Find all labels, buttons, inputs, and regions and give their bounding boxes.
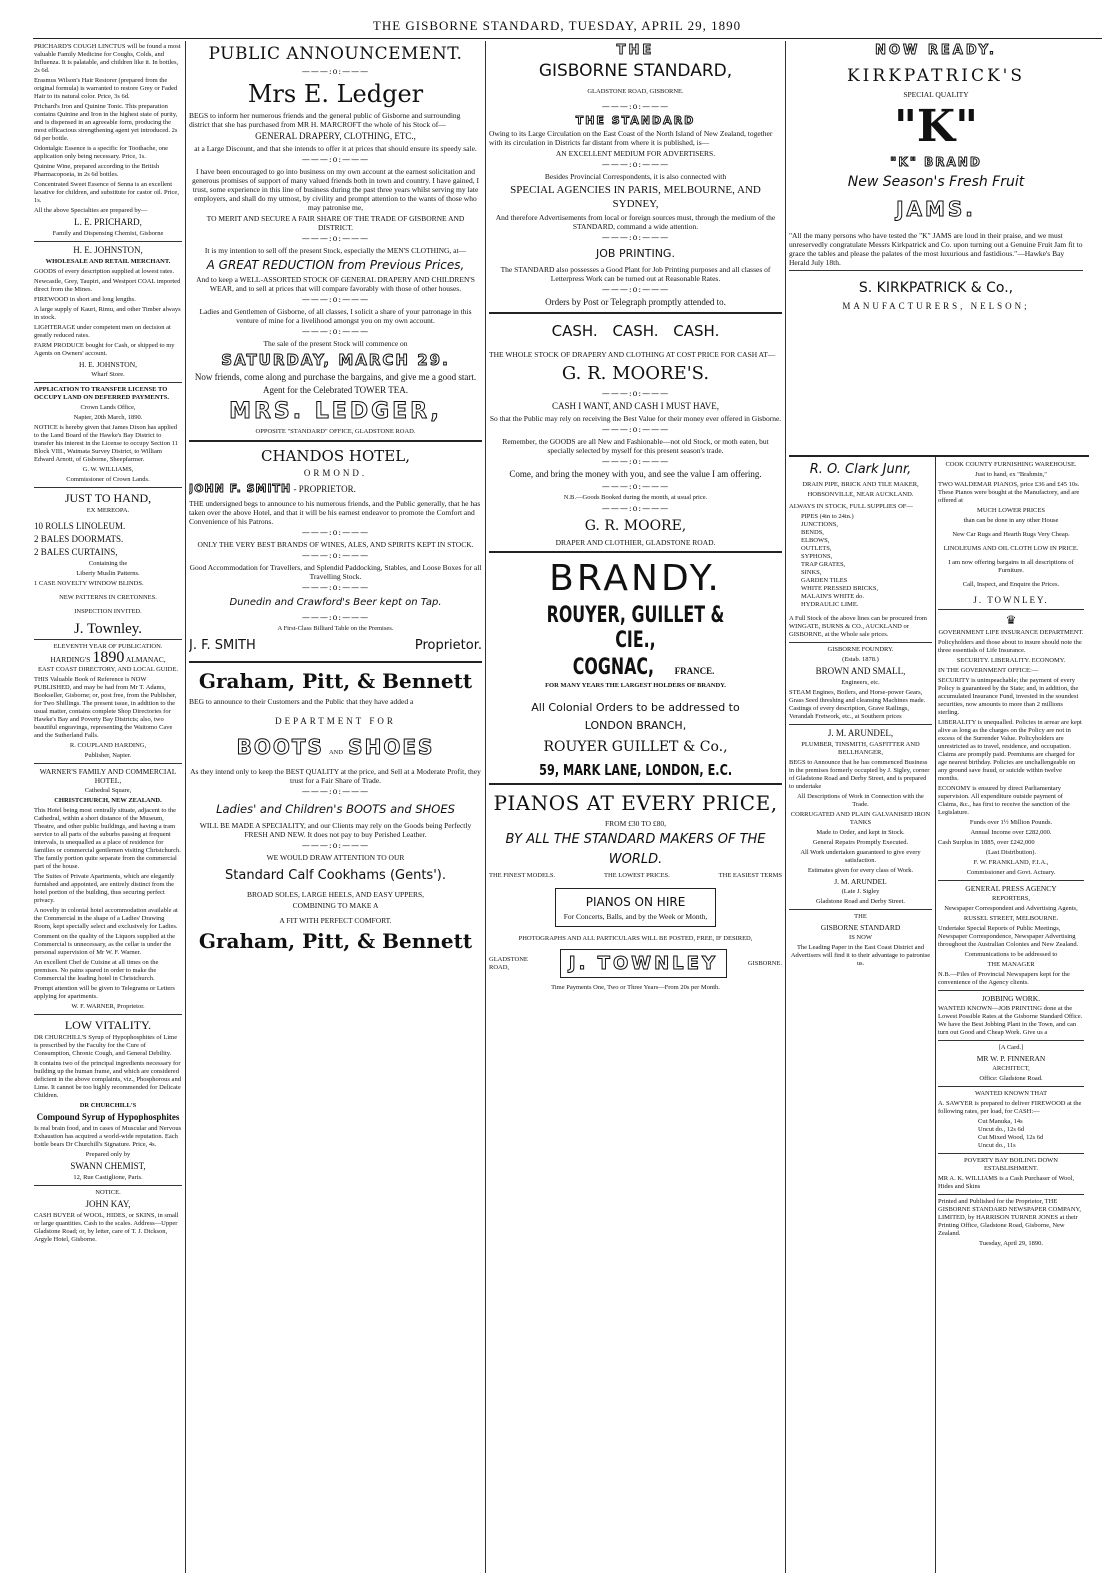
- ad-text: A novelty in colonial hotel accommodation available at the Commercial in the shape of a Ladies' Drawing Room, kept specially select and exclusively for Ladies.: [34, 907, 178, 930]
- ad-text: BEGS to inform her numerous friends and the general public of Gisborne and surrounding district that she has purchased from MR H. MARCROFT the whole of his Stock of—: [189, 111, 461, 129]
- ad-item: 2 BALES CURTAINS,: [34, 547, 118, 557]
- ad-subtitle: GLADSTONE ROAD, GISBORNE.: [587, 88, 684, 95]
- ad-text: ECONOMY is ensured by direct Parliamentary supervision. All expenditure outside payment of Claims, &c., has first to receive the sanction of the Legislature.: [938, 785, 1070, 816]
- ad-text: Gladstone Road and Derby Street.: [816, 898, 905, 905]
- ad-text: LONDON BRANCH,: [584, 719, 687, 732]
- list-item: BENDS,: [801, 529, 824, 536]
- ad-text: It contains two of the principal ingredients necessary for building up the human frame, and which are considered deficient in the above complaints, viz., Phosphorous and Lime. It cannot be too highly recommended for Delicate Children.: [34, 1060, 181, 1099]
- ad-text: MANUFACTURERS, NELSON;: [842, 301, 1030, 311]
- ad-text: THE undersigned begs to announce to his numerous friends, and the Public generally, that he has taken over the above Hotel, and that it will be his earnest endeavor to promote the Comfort and Convenience of his Patrons.: [189, 499, 481, 526]
- ad-subtitle: ELEVENTH YEAR OF PUBLICATION.: [53, 643, 163, 650]
- harding-almanac-ad: [34, 643, 182, 760]
- ledger-announcement: PUBLIC ANNOUNCEMENT. ———:o:——— Mrs E. Ledger BEGS to inform her numerous friends and the general public of Gisborne and surrounding district that she has purchased from MR H. MARCROFT the whole of his Stock of— GENERAL DRAPERY, CLOTHING, ETC., at a Large Discount, and that she intends to offer it at prices that should ensure its speedy sale. ———:o:——— I have been encouraged to go into business on my own account at the earnest solicitation and generous promises of support of many valued friends both in town and country. I have gained, I trust, some experience in this line of business during the past three years whilst serving my late employers, and shall do my utmost, by civility and prompt attention to the wants of those who may patronise me, TO MERIT AND SECURE A FAIR SHARE OF THE TRADE OF GISBORNE AND DISTRICT. ———:o:——— It is my intention to sell off the present Stock, especially the MEN'S CLOTHING, at— A GREAT REDUCTION from Previous Prices, And to keep a WELL-ASSORTED STOCK OF GENERAL DRAPERY AND CHILDREN'S WEAR, and to sell at prices that will compare favorably with those of other houses. ———:o:——— Ladies and Gentlemen of Gisborne, of all classes, I solicit a share of your patronage in this venture of mine for a livelihood amongst you on my own account. ———:o:——— The sale of the present Stock will commence on SATURDAY, MARCH 29. Now friends, come along and purchase the bargains, and give me a good start. Agent for the Celebrated TOWER TEA. MRS. LEDGER, OPPOSITE "STANDARD" OFFICE, GLADSTONE ROAD.: [189, 43, 482, 436]
- ad-text: FARM PRODUCE bought for Cash, or shipped to my Agents on Owners' account.: [34, 342, 175, 357]
- ad-text: A. SAWYER is prepared to deliver FIREWOOD at the following rates, per load, for CASH:—: [938, 1100, 1082, 1115]
- ad-text: LIBERALITY is unequalled. Policies in arrear are kept alive as long as the charges on the Policy are not in excess of the Surrender Value. Policyholders are unrestricted as to travel, residence, and occupation. Claims are promptly paid. Premiums are charged for age nearest birthday. Policies are unchallengeable on any ground save fraud, or suicide within twelve months.: [938, 719, 1082, 782]
- ad-text: ONLY THE VERY BEST BRANDS OF WINES, ALES, AND SPIRITS KEPT IN STOCK.: [197, 540, 474, 549]
- ad-text: THE MANAGER: [987, 961, 1035, 968]
- ad-text: All Descriptions of Work in Connection with the Trade.: [797, 793, 924, 808]
- ad-text: ARCHITECT,: [992, 1065, 1030, 1072]
- ad-signature: S. KIRKPATRICK & Co.,: [858, 280, 1014, 296]
- ad-title: PUBLIC ANNOUNCEMENT.: [208, 44, 463, 64]
- ad-heading: Dunedin and Crawford's Beer kept on Tap.: [229, 597, 442, 608]
- standard-ad: THE GISBORNE STANDARD, GLADSTONE ROAD, GISBORNE. ———:o:——— THE STANDARD Owing to its Large Circulation on the East Coast of the North Island of New Zealand, together with its circulation in Districts far distant from where it is published, is— AN EXCELLENT MEDIUM FOR ADVERTISERS. ———:o:——— Besides Provincial Correspondents, it is also connected with SPECIAL AGENCIES IN PARIS, MELBOURNE, AND SYDNEY, And therefore Advertisements from local or foreign sources must, through the medium of the STANDARD, command a wide attention. ———:o:——— JOB PRINTING. The STANDARD also possesses a Good Plant for Job Printing purposes and all classes of Letterpress Work can be turned out at Reasonable Rates. ———:o:——— Orders by Post or Telegraph promptly attended to.: [489, 43, 782, 308]
- ad-signature: G. R. MOORE,: [584, 518, 687, 534]
- ad-text: THE WHOLE STOCK OF DRAPERY AND CLOTHING AT COST PRICE FOR CASH AT—: [489, 350, 776, 359]
- ad-text: A First-Class Billiard Table on the Premises.: [277, 625, 394, 632]
- ad-subtitle: ORMOND.: [303, 468, 368, 478]
- ad-text: Estimates given for every class of Work.: [807, 867, 914, 874]
- ad-text: OPPOSITE "STANDARD" OFFICE, GLADSTONE ROAD.: [255, 428, 416, 435]
- ad-text: ALMANAC,: [125, 655, 166, 664]
- section-rule: [789, 455, 1089, 457]
- ad-text: Ladies and Gentlemen of Gisborne, of all classes, I solicit a share of your patronage in this venture of mine for a livelihood amongst you on my own account.: [199, 307, 472, 325]
- ad-text: THE LOWEST PRICES.: [604, 872, 670, 879]
- ad-text: "All the many persons who have tested the "K" JAMS are loud in their praise, and we must unreservedly congratulate Messrs Kirkpatrick and Co. upon turning out a Genuine Fruit Jam fit to grace the tables and please the palates of the most luxurious and fastidious."—Hawke's Bay Herald July 18th.: [789, 231, 1083, 267]
- government-life-ad: [938, 613, 1084, 877]
- ad-name: Mrs E. Ledger: [247, 80, 424, 108]
- ad-date: SATURDAY, MARCH 29.: [221, 351, 450, 369]
- ad-heading: CASH.: [612, 322, 659, 340]
- sawyer-ad: [938, 1090, 1084, 1150]
- ad-text: New Car Rugs and Hearth Rugs Very Cheap.: [952, 531, 1070, 538]
- ad-text: THE EASIEST TERMS: [718, 872, 782, 879]
- ad-text: As they intend only to keep the BEST QUALITY at the price, and Sell at a Moderate Profit, they trust for a Fair Share of Trade.: [190, 767, 481, 785]
- ad-text: Funds over 1½ Million Pounds.: [969, 819, 1053, 826]
- ad-text: 59, MARK LANE, LONDON, E.C.: [539, 761, 732, 779]
- ad-text: AN EXCELLENT MEDIUM FOR ADVERTISERS.: [555, 149, 716, 158]
- list-item: Cut Mixed Wood, 12s 6d: [978, 1134, 1044, 1141]
- low-vitality-ad: [34, 1018, 182, 1182]
- ad-text: MR A. K. WILLIAMS is a Cash Purchaser of Wool, Hides and Skins: [938, 1175, 1075, 1190]
- ad-text: WE WOULD DRAW ATTENTION TO OUR: [266, 853, 405, 862]
- ad-heading: A GREAT REDUCTION from Previous Prices,: [206, 258, 465, 272]
- press-agency-ad: [938, 884, 1084, 987]
- ad-heading: CASH.: [551, 322, 598, 340]
- ad-heading: JOB PRINTING.: [596, 247, 675, 260]
- ad-name: G. R. MOORE'S.: [561, 363, 710, 384]
- ad-text: Time Payments One, Two or Three Years—From 20s per Month.: [551, 984, 720, 991]
- ad-name: J. M. ARUNDEL,: [827, 728, 894, 738]
- ad-text: Erasmus Wilson's Hair Restorer (prepared from the original formula) is warranted to restore Grey or Faded Hair to its natural color. Price, 3s 6d.: [34, 77, 178, 100]
- finneran-card: [938, 1044, 1084, 1083]
- ad-text: (Estab. 1878.): [842, 656, 879, 663]
- ad-item: 10 ROLLS LINOLEUM.: [34, 521, 126, 531]
- ad-text: And therefore Advertisements from local or foreign sources must, through the medium of the STANDARD, command a wide attention.: [495, 213, 776, 231]
- just-to-hand-ad: [34, 491, 182, 636]
- ad-text: INSPECTION INVITED.: [74, 608, 142, 615]
- ad-text: Newspaper Correspondent and Advertising Agents,: [944, 905, 1078, 912]
- ad-heading: CASH I WANT, AND CASH I MUST HAVE,: [551, 401, 720, 411]
- list-item: TRAP GRATES,: [801, 561, 846, 568]
- list-item: HYDRAULIC LIME.: [801, 601, 859, 608]
- list-item: Uncut do., 11s: [978, 1142, 1016, 1149]
- ad-text: (Last Distribution).: [985, 849, 1037, 856]
- column-4a: [789, 459, 932, 1573]
- ad-text: Owing to its Large Circulation on the East Coast of the North Island of New Zealand, together with its circulation in Districts far distant from where it is published, is—: [489, 129, 773, 147]
- ad-title: BRANDY.: [549, 558, 722, 599]
- ad-heading: DEPARTMENT FOR: [275, 716, 396, 726]
- ad-text: SECURITY is unimpeachable; the payment of every Policy is guaranteed by the State; and, in addition, the accumulated Insurance Fund, invested in the soundest securities, now amounts to more than 2 millions sterling.: [938, 677, 1079, 716]
- john-kay-notice: [34, 1189, 182, 1244]
- jobbing-ad: [938, 994, 1084, 1037]
- ad-text: COMBINING TO MAKE A: [292, 901, 379, 910]
- ad-text: Prepared only by: [85, 1151, 131, 1158]
- ad-title: LOW VITALITY.: [64, 1018, 152, 1032]
- ad-text: Remember, the GOODS are all New and Fashionable—not old Stock, or moth eaten, but specially selected by myself for this present season's trade.: [502, 437, 769, 455]
- ad-text: General Repairs Promptly Executed.: [812, 839, 909, 846]
- emblem-icon: ♛: [1005, 613, 1017, 627]
- list-item: OUTLETS,: [801, 545, 832, 552]
- ad-text: Comment on the quality of the Liquors supplied at the Commercial is unnecessary, as the cellar is under the personal supervision of Mr W. F. Warner.: [34, 933, 175, 956]
- ad-signature: J. TOWNLEY: [560, 949, 727, 978]
- graham-pitt-bennett-ad: Graham, Pitt, & Bennett BEG to announce to their Customers and the Public that they have added a DEPARTMENT FOR BOOTS AND SHOES As they intend only to keep the BEST QUALITY at the price, and Sell at a Moderate Profit, they trust for a Fair Share of Trade. ———:o:——— Ladies' and Children's BOOTS and SHOES WILL BE MADE A SPECIALITY, and our Clients may rely on the Goods being Perfectly FRESH AND NEW. It does not pay to buy Perished Leather. ———:o:——— WE WOULD DRAW ATTENTION TO OUR Standard Calf Cookhams (Gents'). BROAD SOLES, LARGE HEELS, AND EASY UPPERS, COMBINING TO MAKE A A FIT WITH PERFECT COMFORT. Graham, Pitt, & Bennett: [189, 669, 481, 953]
- ad-text: EAST COAST DIRECTORY, AND LOCAL GUIDE.: [38, 666, 178, 673]
- ad-text: The sale of the present Stock will commence on: [263, 339, 408, 348]
- ad-text: at a Large Discount, and that she intends to offer it at prices that should ensure its speedy sale.: [194, 144, 477, 153]
- ad-title: WARNER'S FAMILY AND COMMERCIAL HOTEL,: [39, 767, 177, 785]
- ad-name: L. E. PRICHARD,: [74, 217, 142, 227]
- ad-text: Prompt attention will be given to Telegrams or Letters applying for apartments.: [34, 985, 175, 1000]
- ad-heading: "K": [893, 101, 979, 152]
- ad-text: Engineers, etc.: [841, 679, 880, 686]
- ad-title: PIANOS AT EVERY PRICE,: [493, 791, 778, 815]
- ad-text: - PROPRIETOR.: [293, 484, 356, 494]
- ad-text: I am now offering bargains in all descriptions of Furniture.: [948, 559, 1074, 574]
- ad-heading: SPECIAL AGENCIES IN PARIS, MELBOURNE, AND SYDNEY,: [510, 184, 761, 210]
- ad-year: 1890: [92, 649, 125, 666]
- cook-county-ad: [938, 461, 1084, 606]
- ad-signature: W. F. WARNER, Proprietor.: [71, 1003, 145, 1010]
- ad-signature: J. F. SMITH: [189, 638, 256, 653]
- column-divider: [785, 41, 786, 1573]
- ad-item: 1 CASE NOVELTY WINDOW BLINDS.: [34, 580, 144, 587]
- ad-title: JUST TO HAND,: [64, 491, 152, 505]
- johnston-ad: [34, 245, 182, 379]
- ad-text: HARDING'S: [50, 655, 91, 664]
- ad-subtitle: EX MEREOPA.: [86, 507, 130, 514]
- ad-text: NEW PATTERNS IN CRETONNES.: [59, 594, 157, 601]
- ad-text: IS NOW: [849, 934, 872, 941]
- ad-text: STEAM Engines, Boilers, and Horse-power Gears, Grass Seed threshing and cleansing Machines made. Castings of every description, Grave Railings, Verandah Fretwork, etc., at Southern prices: [789, 689, 926, 720]
- ad-text: For Concerts, Balls, and by the Week or Month,: [563, 912, 708, 921]
- ad-text: 12, Rue Castiglione, Paris.: [73, 1174, 143, 1181]
- list-item: Uncut do., 12s 6d: [978, 1126, 1025, 1133]
- ad-text: N.B.—Goods Booked during the month, at usual price.: [563, 494, 708, 501]
- ad-heading: GENERAL DRAPERY, CLOTHING, ETC.,: [255, 131, 416, 141]
- ad-title: GISBORNE STANDARD,: [538, 61, 733, 81]
- ad-heading: Compound Syrup of Hypophosphites: [36, 1112, 180, 1122]
- column-4-top: [789, 41, 1083, 455]
- ad-text: Publisher, Napier.: [84, 752, 132, 759]
- ad-text: SPECIAL QUALITY: [903, 90, 969, 99]
- column-2: [189, 41, 482, 1573]
- ad-title: GOVERNMENT LIFE INSURANCE DEPARTMENT.: [938, 629, 1084, 636]
- ad-text: Agent for the Celebrated TOWER TEA.: [263, 385, 408, 395]
- imprint-text: Printed and Published for the Proprietor, THE GISBORNE STANDARD NEWSPAPER COMPANY, LIMITED, by HARRISON TURNER JONES at their Printing Office, Gladstone Road, Gisborne, New Zealand.: [938, 1198, 1081, 1237]
- ad-title: GISBORNE FOUNDRY.: [827, 646, 894, 653]
- list-item: GARDEN TILES: [801, 577, 848, 584]
- list-item: MALAIN'S WHITE do.: [801, 593, 864, 600]
- ad-text: WANTED KNOWN—JOB PRINTING done at the Lowest Possible Rates at the Gisborne Standard Office. We have the Best Jobbing Plant in the Town, and can turn out Good and Cheap Work. Give us a: [938, 1005, 1083, 1036]
- ad-text: BEG to announce to their Customers and the Public that they have added a: [189, 697, 414, 706]
- ad-heading: BY ALL THE STANDARD MAKERS OF THE WORLD.: [505, 832, 766, 867]
- notice-text: Crown Lands Office,: [80, 404, 136, 411]
- ad-item: 2 BALES DOORMATS.: [34, 534, 124, 544]
- ad-text: DRAPER AND CLOTHIER, GLADSTONE ROAD.: [555, 538, 716, 547]
- ad-text: (Late J. Sigley: [841, 888, 880, 895]
- notice-title: APPLICATION TO TRANSFER LICENSE TO OCCUPY LAND ON DEFERRED PAYMENTS.: [34, 386, 170, 401]
- ad-text: All the above Specialties are prepared by—: [34, 207, 148, 214]
- ad-text: Besides Provincial Correspondents, it is also connected with: [544, 172, 727, 181]
- ad-text: CORRUGATED AND PLAIN GALVANISED IRON TANKS: [790, 811, 931, 826]
- ad-text: MUCH LOWER PRICES: [977, 507, 1045, 514]
- ad-text: Cash Surplus in 1885, over £242,000: [938, 839, 1035, 846]
- ad-title: Graham, Pitt, & Bennett: [198, 669, 473, 693]
- ad-text: Office: Gladstone Road.: [979, 1075, 1043, 1082]
- ad-name: KIRKPATRICK'S: [846, 66, 1026, 86]
- list-item: SYPHONS,: [801, 553, 833, 560]
- ad-text: CHRISTCHURCH, NEW ZEALAND.: [54, 797, 162, 804]
- ad-text: Concentrated Sweet Essence of Senna is an excellent laxative for children, and substitute for castor oil. Price, 1s.: [34, 181, 179, 204]
- notice-text: Napier, 20th March, 1890.: [73, 414, 143, 421]
- ad-text: GOODS of every description supplied at lowest rates.: [34, 268, 175, 275]
- ad-name: R. O. Clark Junr,: [809, 462, 912, 477]
- ad-text: TWO WALDEMAR PIANOS, price £36 and £45 10s. These Pianos were bought at the Manufactory, and are offered at: [938, 481, 1080, 504]
- ad-signature: H. E. JOHNSTON,: [79, 360, 137, 369]
- ad-heading: CASH.: [673, 322, 720, 340]
- ad-heading: SHOES: [348, 735, 435, 759]
- ad-name: MRS. LEDGER,: [229, 399, 442, 424]
- ad-name: JOHN F. SMITH: [189, 482, 292, 495]
- standard-leading-ad: [789, 913, 932, 968]
- ad-text: Orders by Post or Telegraph promptly attended to.: [545, 297, 726, 307]
- ad-text: AND: [328, 749, 344, 756]
- ad-text: PHOTOGRAPHS AND ALL PARTICULARS WILL BE POSTED, FREE, IF DESIRED,: [518, 935, 753, 942]
- ad-signature: F. W. FRANKLAND, F.I.A.,: [973, 859, 1049, 866]
- ad-text: Commissioner and Govt. Actuary.: [966, 869, 1056, 876]
- ad-text: PRICHARD'S COUGH LINCTUS will be found a most valuable Family Medicine for Coughs, Colds, and Influenza. It is palatable, and children like it. In bottles, 2s 6d.: [34, 43, 181, 74]
- ad-text: I have been encouraged to go into business on my own account at the earnest solicitation and generous promises of support of many valued friends both in town and country. I have gained, I trust, some experience in this line of business during the past three years whilst serving my late employers, and shall do my utmost, by civility and prompt attention to the wants of those who may patronise me,: [192, 167, 479, 212]
- ad-text: GISBORNE.: [747, 959, 782, 967]
- ad-text: [A Card.]: [998, 1044, 1024, 1051]
- ad-signature: SWANN CHEMIST,: [70, 1161, 146, 1171]
- ad-text: IN THE GOVERNMENT OFFICE:—: [938, 667, 1039, 674]
- ad-signature: J. Townley.: [73, 621, 143, 637]
- ad-title: WANTED KNOWN THAT: [974, 1090, 1048, 1097]
- ad-name: BROWN AND SMALL,: [815, 666, 906, 676]
- ad-text: The Leading Paper in the East Coast District and Advertisers will find it to their advantage to patronise us.: [790, 944, 931, 967]
- masthead-rule: [33, 38, 1102, 39]
- ad-text: than can be done in any other House: [963, 517, 1059, 524]
- ad-text: Wharf Store.: [91, 371, 125, 378]
- ad-text: THE: [616, 43, 655, 58]
- ad-text: FROM £30 TO £80,: [605, 819, 666, 828]
- ad-title: POVERTY BAY BOILING DOWN ESTABLISHMENT.: [963, 1157, 1059, 1172]
- ad-text: PLUMBER, TINSMITH, GASFITTER AND BELLHANGER,: [801, 741, 920, 756]
- ad-text: THE FINEST MODELS.: [489, 872, 556, 879]
- licence-notice: [34, 386, 182, 484]
- list-item: WHITE PRESSED BRICKS,: [801, 585, 879, 592]
- ad-text: Prichard's Iron and Quinine Tonic. This preparation contains Quinine and Iron in the highest state of purity, and is dispensed in an agreeable form, producing the most efficacious strengthening agent yet introduced. 2s 6d per bottle.: [34, 103, 178, 142]
- ad-text: Quinine Wine, prepared according to the British Pharmacopoeia, in 2s 6d bottles.: [34, 163, 160, 178]
- ad-text: Is real brain food, and in cases of Muscular and Nervous Exhaustion has acquired a world-wide reputation. Each bottle bears Dr Churchill's Signature. Price, 4s.: [34, 1125, 182, 1148]
- arundel-ad: [789, 728, 932, 906]
- ad-text: Odontalgic Essence is a specific for Toothache, one application only being necessary. Price, 1s.: [34, 145, 169, 160]
- ad-text: THE: [854, 913, 867, 920]
- ad-text: FRANCE.: [674, 666, 715, 676]
- ad-text: Containing the: [88, 560, 128, 567]
- ad-text: RUSSEL STREET, MELBOURNE.: [963, 915, 1059, 922]
- column-4b: [938, 459, 1084, 1573]
- foundry-ad: [789, 646, 932, 721]
- ad-text: Policyholders and those about to insure should note the three essentials of Life Insurance.: [938, 639, 1082, 654]
- ad-heading: JAMS.: [896, 197, 976, 221]
- ad-heading: PIANOS ON HIRE: [585, 895, 686, 909]
- ad-text: N.B.—Files of Provincial Newspapers kept for the convenience of the Agency clients.: [938, 971, 1070, 986]
- ad-text: BROAD SOLES, LARGE HEELS, AND EASY UPPERS,: [246, 890, 425, 899]
- ad-text: FOR MANY YEARS THE LARGEST HOLDERS OF BRANDY.: [545, 682, 726, 689]
- imprint-date: Tuesday, April 29, 1890.: [979, 1240, 1043, 1247]
- imprint: [938, 1198, 1084, 1248]
- ad-heading: Ladies' and Children's BOOTS and SHOES: [216, 802, 455, 816]
- ad-text: It is my intention to sell off the present Stock, especially the MEN'S CLOTHING, at—: [204, 246, 467, 255]
- masthead: THE GISBORNE STANDARD, TUESDAY, APRIL 29, 1890: [372, 18, 742, 33]
- notice-text: Commissioner of Crown Lands.: [66, 476, 150, 483]
- ad-heading: COGNAC,: [572, 655, 654, 680]
- poverty-bay-ad: [938, 1157, 1084, 1191]
- ad-text: WILL BE MADE A SPECIALITY, and our Clients may rely on the Goods being Perfectly FRESH AND NEW. It does not pay to buy Perished Leather.: [199, 821, 472, 839]
- ad-heading: ROUYER, GUILLET & CIE.,: [546, 603, 725, 653]
- ad-text: DR CHURCHILL'S: [79, 1102, 137, 1109]
- column-divider: [185, 41, 186, 1573]
- ad-signature: R. COUPLAND HARDING,: [69, 742, 147, 749]
- list-item: SINKS,: [801, 569, 822, 576]
- ad-title: CHANDOS HOTEL,: [261, 447, 410, 465]
- list-item: Cut Manuka, 14s: [978, 1118, 1023, 1125]
- ad-title: JOBBING WORK.: [981, 994, 1041, 1003]
- ad-heading: Standard Calf Cookhams (Gents').: [225, 868, 446, 883]
- ad-text: A Full Stock of the above lines can be procured from WINGATE, BURNS & CO., AUCKLAND or GISBORNE, at the Whole sale prices.: [789, 615, 927, 638]
- ad-heading: "K" BRAND: [890, 155, 982, 169]
- warner-hotel-ad: [34, 767, 182, 1011]
- ad-signature: J. TOWNLEY.: [973, 595, 1049, 605]
- ad-text: TO MERIT AND SECURE A FAIR SHARE OF THE TRADE OF GISBORNE AND DISTRICT.: [206, 214, 465, 232]
- ad-signature: J. M. ARUNDEL: [834, 877, 887, 886]
- prichard-ad: [34, 43, 182, 238]
- ad-text: Now friends, come along and purchase the bargains, and give me a good start.: [194, 372, 477, 382]
- ad-text: Cathedral Square,: [84, 787, 132, 794]
- ad-text: Proprietor.: [414, 638, 482, 653]
- list-item: JUNCTIONS,: [801, 521, 839, 528]
- ad-title: NOW READY.: [875, 43, 997, 58]
- ad-text: This Hotel being most centrally situate, adjacent to the Cathedral, within a short distance of the Museum, Theatre, and other public buildings, and having a tram service to all parts of the suburbs passing at frequent intervals, is unequalled as a place of residence for families or commercial gentlemen visiting Christchurch. The family portion quite separate from the commercial part of the house.: [34, 807, 181, 870]
- ad-text: LIGHTERAGE under competent men on decision at greatly reduced rates.: [34, 324, 171, 339]
- ad-text: DR CHURCHILL'S Syrup of Hypophosphites of Lime is prescribed by the Faculty for the Cure of Consumption, Chronic Cough, and General Debility.: [34, 1034, 178, 1057]
- ad-text: REPORTERS,: [991, 895, 1031, 902]
- kirkpatrick-ad: [789, 43, 1083, 312]
- chandos-hotel-ad: CHANDOS HOTEL, ORMOND. JOHN F. SMITH - PROPRIETOR. THE undersigned begs to announce to his numerous friends, and the Public generally, that he has taken over the above Hotel, and that it will be his earnest endeavor to promote the Comfort and Convenience of his Patrons. ———:o:——— ONLY THE VERY BEST BRANDS OF WINES, ALES, AND SPIRITS KEPT IN STOCK. ———:o:——— Good Accommodation for Travellers, and Splendid Paddocking, Stables, and Loose Boxes for all Travelling Stock. ———:o:——— Dunedin and Crawford's Beer kept on Tap. ———:o:——— A First-Class Billiard Table on the Premises. J. F. SMITH Proprietor.: [189, 446, 482, 657]
- ad-title: Graham, Pitt, & Bennett: [198, 929, 473, 953]
- ad-heading: New Season's Fresh Fruit: [847, 174, 1025, 190]
- ad-text: Come, and bring the money with you, and see the value I am offering.: [509, 469, 762, 479]
- list-item: PIPES (4in to 24in.): [801, 513, 854, 520]
- ad-text: The STANDARD also possesses a Good Plant for Job Printing purposes and all classes of Letterpress Work can be turned out at Reasonable Rates.: [500, 265, 771, 283]
- column-3: [489, 41, 782, 1573]
- notice-signature: G. W. WILLIAMS,: [82, 466, 134, 473]
- ad-text: An excellent Chef de Cuisine at all times on the premises. No pains spared in order to make the Commercial the leading hotel in Christchurch.: [34, 959, 159, 982]
- ad-text: Call, Inspect, and Enquire the Prices.: [962, 581, 1060, 588]
- ad-text: So that the Public may rely on receiving the Best Value for their money ever offered in Gisborne.: [489, 414, 782, 423]
- column-1: [34, 41, 182, 1573]
- ad-heading: BOOTS: [236, 735, 324, 759]
- ad-title: GENERAL PRESS AGENCY: [965, 884, 1057, 893]
- ad-text: Newcastle, Grey, Taupiri, and Westport COAL imported direct from the Mines.: [34, 278, 181, 293]
- ad-heading: THE STANDARD: [575, 114, 696, 127]
- ad-text: HOBSONVILLE, NEAR AUCKLAND.: [807, 491, 914, 498]
- ad-text: Undertake Special Reports of Public Meetings, Newspaper Correspondence, Newspaper Advertising throughout the Australian Colonies and New Zealand.: [938, 925, 1079, 948]
- ad-subtitle: WHOLESALE AND RETAIL MERCHANT.: [45, 258, 171, 265]
- ad-text: THIS Valuable Book of Reference is NOW PUBLISHED, and may be had from Mr T. Adams, Bookseller, Gisborne; or, post free, from the Publisher, for Two Shillings. The present issue, in addition to the usual matter, contains complete Shop Directories for Hawke's Bay and Poverty Bay Districts; also, two beautiful engravings, representing the Waitomo Cave and the Sutherland Falls.: [34, 676, 177, 739]
- moore-cash-ad: CASH. CASH. CASH. THE WHOLE STOCK OF DRAPERY AND CLOTHING AT COST PRICE FOR CASH AT— G. R. MOORE'S. ———:o:——— CASH I WANT, AND CASH I MUST HAVE, So that the Public may rely on receiving the Best Value for their money ever offered in Gisborne. ———:o:——— Remember, the GOODS are all New and Fashionable—not old Stock, or moth eaten, but specially selected by myself for this present season's trade. ———:o:——— Come, and bring the money with you, and see the value I am offering. ———:o:——— N.B.—Goods Booked during the month, at usual price. ———:o:——— G. R. MOORE, DRAPER AND CLOTHIER, GLADSTONE ROAD.: [489, 322, 782, 547]
- ad-text: All Work undertaken guaranteed to give every satisfaction.: [800, 849, 921, 864]
- ad-text: All Colonial Orders to be addressed to: [531, 701, 740, 714]
- ad-text: A FIT WITH PERFECT COMFORT.: [279, 916, 392, 925]
- ad-name: H. E. JOHNSTON,: [73, 245, 143, 255]
- ad-text: And to keep a WELL-ASSORTED STOCK OF GENERAL DRAPERY AND CHILDREN'S WEAR, and to sell at prices that will compare favorably with those of other houses.: [196, 275, 475, 293]
- ad-title: GISBORNE STANDARD: [820, 923, 901, 932]
- ad-title: COOK COUNTY FURNISHING WAREHOUSE.: [945, 461, 1077, 468]
- ad-text: Made to Order, and kept in Stock.: [816, 829, 905, 836]
- notice-text: NOTICE is hereby given that James Dixon has applied to the Land Board of the Hawke's Bay District to transfer his interest in the License to occupy Section 11 Block VIII., Waimata Survey District, to William Edward Arnott, of Gisborne, Sheepfarmer.: [34, 424, 178, 463]
- ad-heading: ROUYER GUILLET & Co.,: [543, 739, 728, 755]
- ad-text: ALWAYS IN STOCK, FULL SUPPLIES OF—: [789, 503, 913, 510]
- ad-text: BEGS to Announce that he has commenced Business in the premises formerly occupied by J. Sigley, corner of Gladstone Road and Derby Street, and is prepared to undertake: [789, 759, 930, 790]
- ad-text: Communications to be addressed to: [964, 951, 1058, 958]
- ad-text: GLADSTONE ROAD,: [489, 955, 528, 971]
- notice-text: CASH BUYER of WOOL, HIDES, or SKINS, in small or large quantities. Cash to the scales. Address—Upper Gladstone Road; or, by letter, care of T. J. Dickson, Argyle Hotel, Gisborne.: [34, 1212, 179, 1243]
- ad-text: Annual Income over £282,000.: [970, 829, 1052, 836]
- ad-text: Liberty Muslin Patterns.: [76, 570, 140, 577]
- brandy-ad: [489, 557, 782, 779]
- column-divider: [935, 456, 936, 1573]
- ad-text: LINOLEUMS AND OIL CLOTH LOW IN PRICE.: [943, 545, 1079, 552]
- ad-text: The Suites of Private Apartments, which are elegantly furnished and appointed, are entirely distinct from the hotel portion of the building, thus securing perfect privacy.: [34, 873, 175, 904]
- clark-ad: [789, 461, 932, 639]
- pianos-ad: [489, 789, 782, 992]
- column-divider: [485, 41, 486, 1573]
- ad-text: A large supply of Kauri, Rimu, and other Timber always in stock.: [34, 306, 181, 321]
- ad-text: Good Accommodation for Travellers, and Splendid Paddocking, Stables, and Loose Boxes for all Travelling Stock.: [189, 563, 482, 581]
- notice-name: JOHN KAY,: [85, 1199, 131, 1209]
- ad-text: DRAIN PIPE, BRICK AND TILE MAKER,: [802, 481, 919, 488]
- ad-text: SECURITY. LIBERALITY. ECONOMY.: [956, 657, 1066, 664]
- notice-title: NOTICE.: [95, 1189, 121, 1196]
- list-item: ELBOWS,: [801, 537, 830, 544]
- ad-text: FIREWOOD in short and long lengths.: [34, 296, 136, 303]
- ad-name: MR W. P. FINNERAN: [976, 1054, 1046, 1063]
- ad-text: Family and Dispensing Chemist, Gisborne: [52, 230, 164, 237]
- ad-text: Just to hand, ex "Brahmin,": [975, 471, 1047, 478]
